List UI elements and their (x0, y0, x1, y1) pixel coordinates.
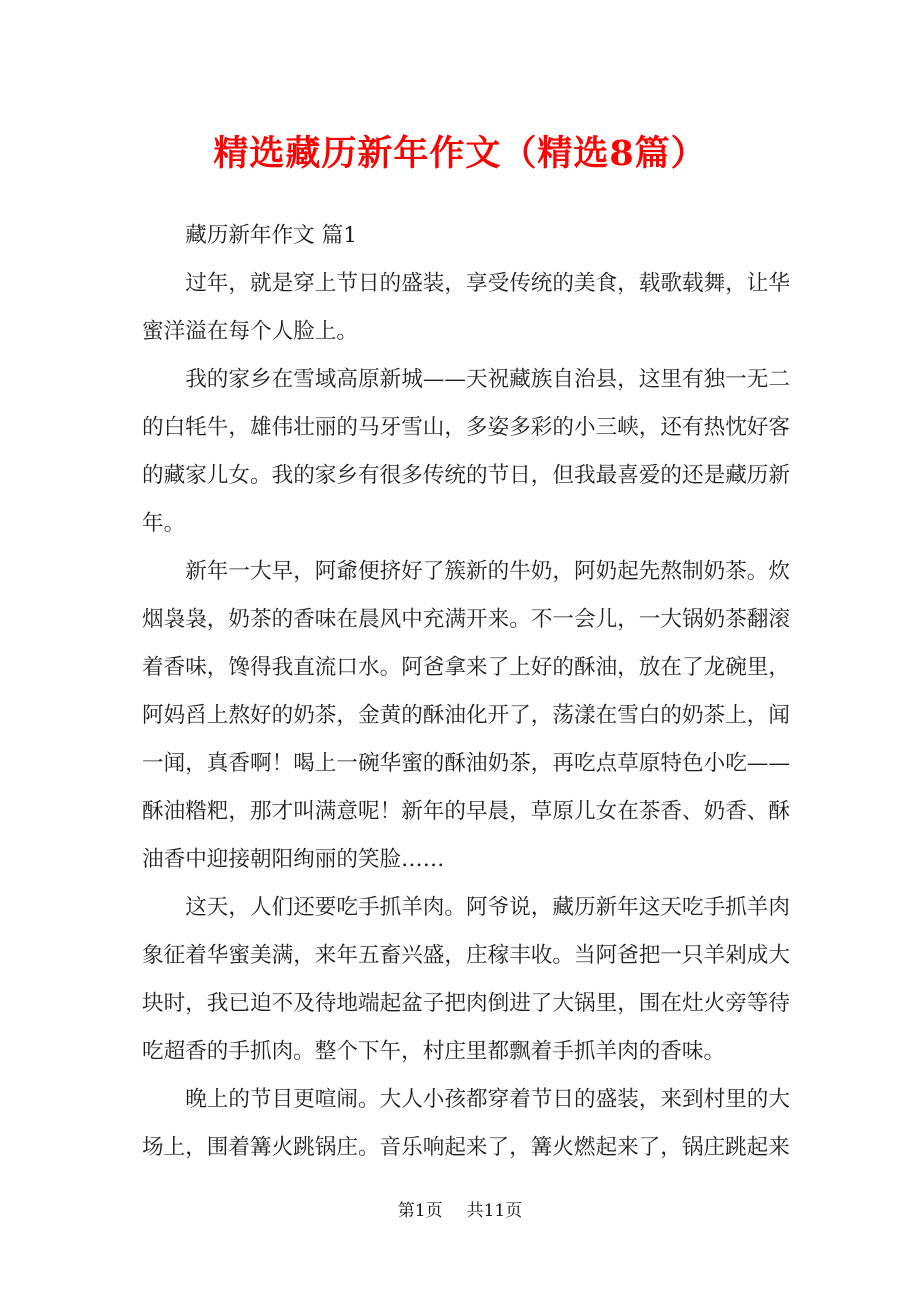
paragraph: 我的家乡在雪域高原新城——天祝藏族自治县，这里有独一无二的白牦牛，雄伟壮丽的马牙雪山，多姿多彩的小三峡，还有热忱好客的藏家儿女。我的家乡有很多传统的节日，但我最喜爱的还是藏历新年。 (142, 367, 790, 536)
paragraph: 这天，人们还要吃手抓羊肉。阿爷说，藏历新年这天吃手抓羊肉象征着华蜜美满，来年五畜兴盛，庄稼丰收。当阿爸把一只羊剁成大块时，我已迫不及待地端起盆子把肉倒进了大锅里，围在灶火旁等待吃超香的手抓肉。整个下午，村庄里都飘着手抓羊肉的香味。 (142, 895, 790, 1064)
page-number: 第1页 (397, 1201, 443, 1221)
section-heading: 藏历新年作文 篇1 (185, 223, 357, 248)
paragraph: 晚上的节目更喧闹。大人小孩都穿着节日的盛装，来到村里的大场上，围着篝火跳锅庄。音乐响起来了，篝火燃起来了，锅庄跳起来 (142, 1087, 790, 1160)
page-footer (0, 1198, 920, 1224)
document-body (142, 212, 790, 1172)
document-title: 精选藏历新年作文（精选8篇） (213, 133, 707, 174)
total-pages: 共11页 (466, 1201, 523, 1221)
paragraph: 新年一大早，阿爺便挤好了簇新的牛奶，阿奶起先熬制奶茶。炊烟袅袅，奶茶的香味在晨风中充满开来。不一会儿，一大锅奶茶翻滚着香味，馋得我直流口水。阿爸拿来了上好的酥油，放在了龙碗里，阿妈舀上熬好的奶茶，金黄的酥油化开了，荡漾在雪白的奶茶上，闻一闻，真香啊！喝上一碗华蜜的酥油奶茶，再吃点草原特色小吃——酥油糌粑，那才叫满意呢！新年的早晨，草原儿女在茶香、奶香、酥油香中迎接朝阳绚丽的笑脸…… (142, 559, 790, 872)
paragraph: 过年，就是穿上节日的盛装，享受传统的美食，载歌载舞，让华蜜洋溢在每个人脸上。 (142, 271, 790, 344)
